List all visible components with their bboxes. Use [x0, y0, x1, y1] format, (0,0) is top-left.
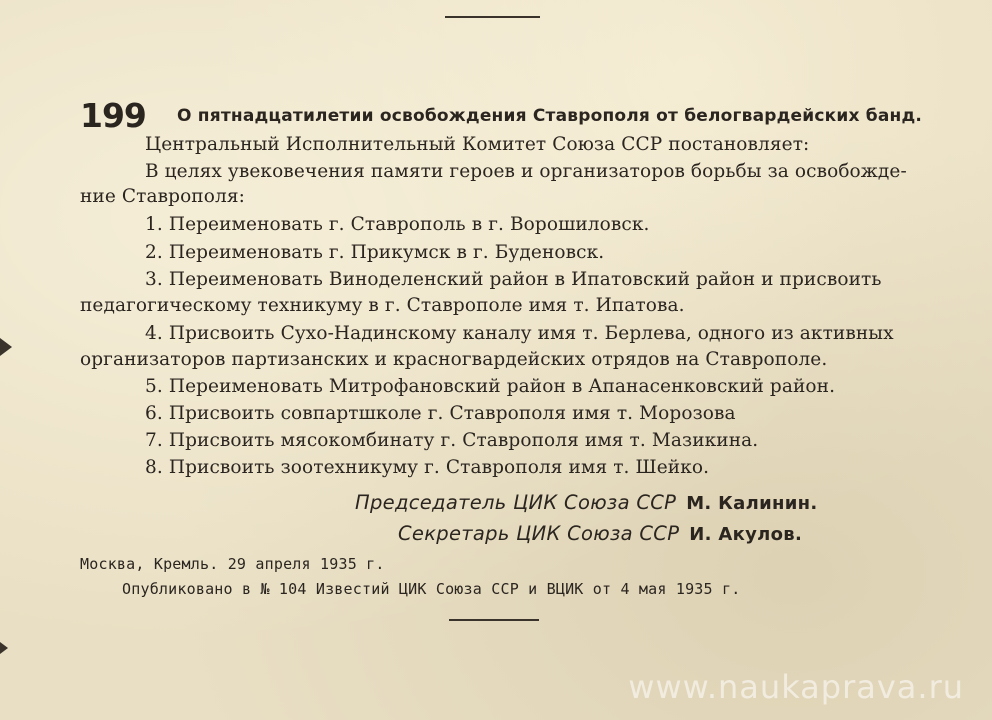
item-5: 5. Переименовать Митрофановский район в Апанасенковский район.: [145, 376, 836, 397]
item-6: 6. Присвоить совпартшколе г. Ставрополя имя т. Морозова: [145, 403, 736, 424]
intro-line-2: ние Ставрополя:: [80, 186, 245, 207]
signature-chairman-name: М. Калинин.: [686, 493, 818, 514]
site-watermark: www.naukaprava.ru: [628, 668, 964, 706]
bottom-divider: [449, 619, 539, 621]
item-8: 8. Присвоить зоотехникуму г. Ставрополя имя т. Шейко.: [145, 457, 710, 478]
signature-secretary: [398, 522, 802, 545]
item-3-line-2: педагогическому техникуму в г. Ставрополе имя т. Ипатова.: [80, 295, 685, 316]
margin-mark-bottom: [0, 642, 8, 654]
intro-line-1: В целях увековечения памяти героев и организаторов борьбы за освобожде-: [145, 161, 907, 182]
place-date: Москва, Кремль. 29 апреля 1935 г.: [80, 555, 385, 573]
preamble: Центральный Исполнительный Комитет Союза ССР постановляет:: [145, 134, 810, 155]
item-2: 2. Переименовать г. Прикумск в г. Буденовск.: [145, 242, 605, 263]
publication-note: Опубликовано в № 104 Известий ЦИК Союза ССР и ВЦИК от 4 мая 1935 г.: [122, 580, 741, 598]
item-1: 1. Переименовать г. Ставрополь в г. Ворошиловск.: [145, 214, 650, 235]
top-divider: [445, 16, 540, 18]
item-4-line-2: организаторов партизанских и красногвардейских отрядов на Ставрополе.: [80, 349, 828, 370]
decree-title: О пятнадцатилетии освобождения Ставрополя от белогвардейских банд.: [176, 105, 923, 126]
decree-heading: [80, 96, 960, 135]
signature-chairman-role: Председатель ЦИК Союза ССР: [355, 491, 677, 514]
item-4-line-1: 4. Присвоить Сухо-Надинскому каналу имя т. Берлева, одного из активных: [145, 323, 894, 344]
item-7: 7. Присвоить мясокомбинату г. Ставрополя имя т. Мазикина.: [145, 430, 759, 451]
margin-mark-top: [0, 338, 12, 356]
decree-number: 199: [80, 96, 146, 135]
signature-secretary-name: И. Акулов.: [689, 524, 803, 545]
signature-secretary-role: Секретарь ЦИК Союза ССР: [398, 522, 680, 545]
item-3-line-1: 3. Переименовать Виноделенский район в Ипатовский район и присвоить: [145, 269, 882, 290]
signature-chairman: [355, 491, 818, 514]
